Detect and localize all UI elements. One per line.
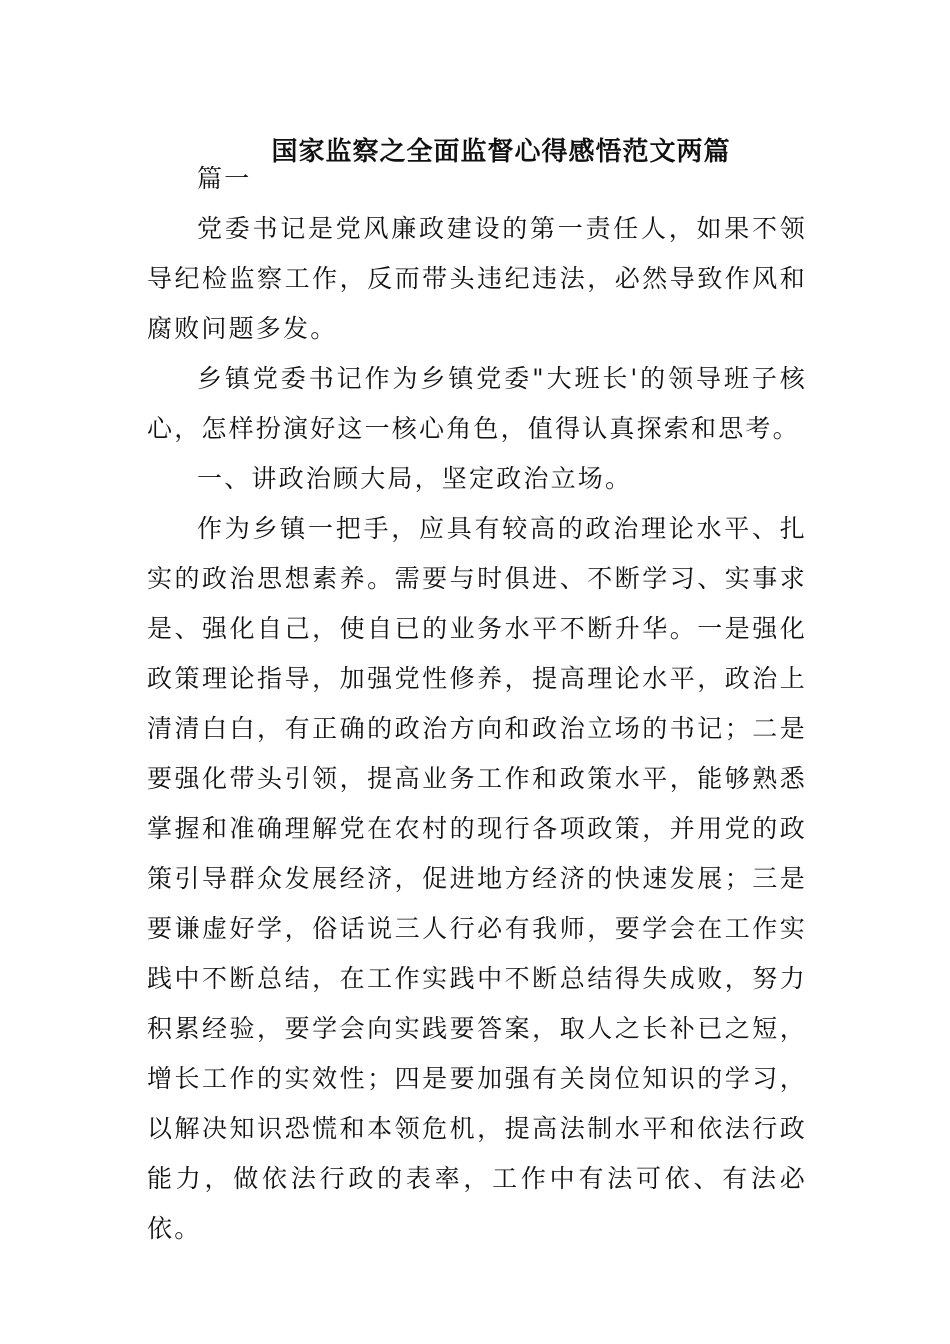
section-heading-part-one: 篇一 <box>197 164 252 193</box>
body-paragraph: 作为乡镇一把手，应具有较高的政治理论水平、扎实的政治思想素养。需要与时俱进、不断学习、实事求是、强化自己，使自已的业务水平不断升华。一是强化政策理论指导，加强党性修养，提高理论水平，政治上清清白白，有正确的政治方向和政治立场的书记；二是要强化带头引领，提高业务工作和政策水平，能够熟悉掌握和准确理解党在农村的现行各项政策，并用党的政策引导群众发展经济，促进地方经济的快速发展；三是要谦虚好学，俗话说三人行必有我师，要学会在工作实践中不断总结，在工作实践中不断总结得失成败，努力积累经验，要学会向实践要答案，取人之长补已之短，增长工作的实效性；四是要加强有关岗位知识的学习，以解决知识恐慌和本领危机，提高法制水平和依法行政能力，做依法行政的表率，工作中有法可依、有法必依。 <box>147 514 807 1243</box>
document-body <box>147 154 807 1254</box>
subsection-heading: 一、讲政治顾大局，坚定政治立场。 <box>197 464 633 493</box>
body-paragraph: 党委书记是党风廉政建设的第一责任人，如果不领导纪检监察工作，反而带头违纪违法，必然导致作风和腐败问题多发。 <box>147 214 807 343</box>
body-paragraph: 乡镇党委书记作为乡镇党委"大班长'的领导班子核心，怎样扮演好这一核心角色，值得认真探索和思考。 <box>147 364 807 443</box>
document-title: 国家监察之全面监督心得感悟范文两篇 <box>271 137 731 167</box>
